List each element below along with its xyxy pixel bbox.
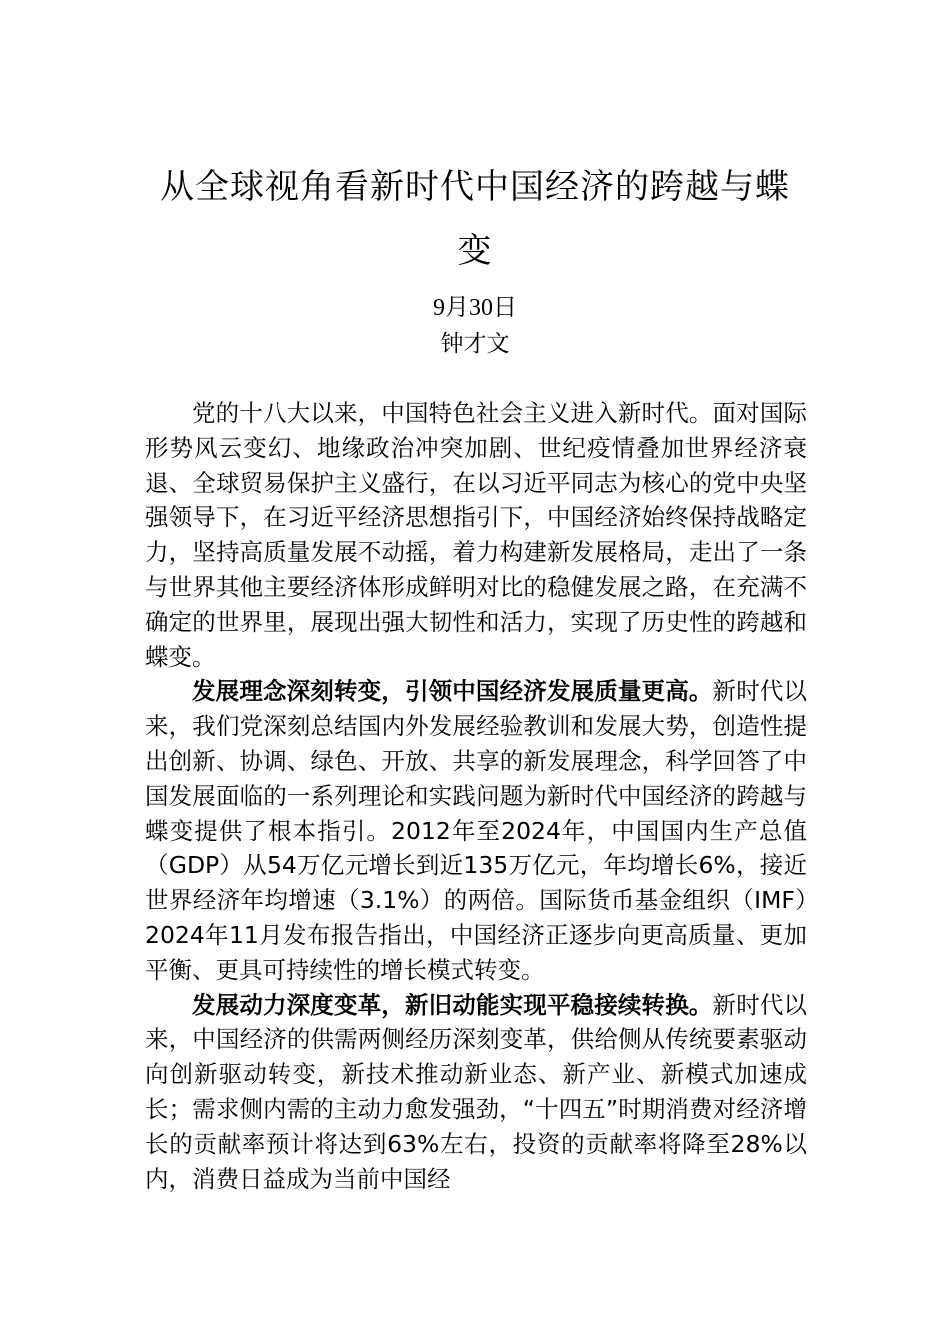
- paragraph-3: [145, 988, 807, 1197]
- paragraph-lead: 发展理念深刻转变，引领中国经济发展质量更高。: [192, 677, 713, 706]
- paragraph-lead: 发展动力深度变革，新旧动能实现平稳接续转换。: [192, 990, 713, 1019]
- paragraph-text: 新时代以来，中国经济的供需两侧经历深刻变革，供给侧从传统要素驱动向创新驱动转变，新技术推动新业态、新产业、新模式加速成长；需求侧内需的主动力愈发强劲，“十四五”时期消费对经济增长的贡献率预计将达到63%左右，投资的贡献率将降至28%以内，消费日益成为当前中国经: [145, 990, 808, 1193]
- paragraph-text: 党的十八大以来，中国特色社会主义进入新时代。面对国际形势风云变幻、地缘政治冲突加剧、世纪疫情叠加世界经济衰退、全球贸易保护主义盛行，在以习近平同志为核心的党中央坚强领导下，在习近平经济思想指引下，中国经济始终保持战略定力，坚持高质量发展不动摇，着力构建新发展格局，走出了一条与世界其他主要经济体形成鲜明对比的稳健发展之路，在充满不确定的世界里，展现出强大韧性和活力，实现了历史性的跨越和蝶变。: [145, 399, 807, 671]
- paragraph-text: 新时代以来，我们党深刻总结国内外发展经验教训和发展大势，创造性提出创新、协调、绿色、开放、共享的新发展理念，科学回答了中国发展面临的一系列理论和实践问题为新时代中国经济的跨越与蝶变提供了根本指引。2012年至2024年，中国国内生产总值（GDP）从54万亿元增长到近135万亿元，年均增长6%，接近世界经济年均增速（3.1%）的两倍。国际货币基金组织（IMF）2024年11月发布报告指出，中国经济正逐步向更高质量、更加平衡、更具可持续性的增长模式转变。: [145, 677, 808, 984]
- paragraph-2: [145, 674, 807, 987]
- document-title: 从全球视角看新时代中国经济的跨越与蝶变: [160, 167, 790, 271]
- document-body: [145, 396, 807, 1196]
- paragraph-1: [145, 396, 807, 674]
- document-author: 钟才文: [440, 331, 510, 357]
- document-date: 9月30日: [433, 295, 517, 321]
